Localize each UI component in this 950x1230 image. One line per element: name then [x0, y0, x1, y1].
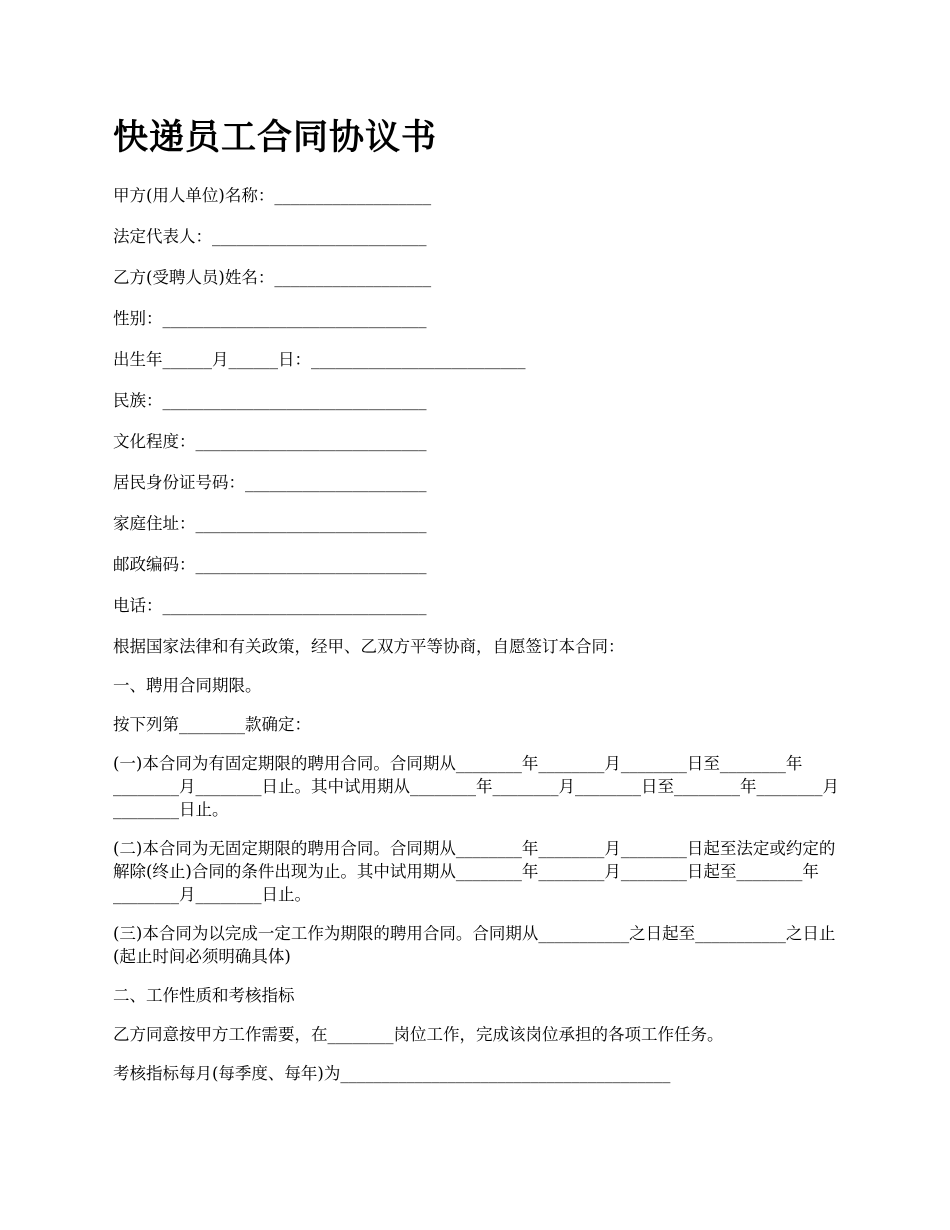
field-legal-representative [113, 225, 843, 249]
fill-blank[interactable]: __________________________ [311, 350, 526, 369]
field-label: 电话： [113, 596, 163, 615]
field-label: 文化程度： [113, 432, 196, 451]
document-title: 快递员工合同协议书 [113, 118, 438, 158]
section-heading-work: 二、工作性质和考核指标 [113, 986, 295, 1005]
field-ethnicity [113, 389, 843, 413]
field-label: 出生年______月______日： [113, 350, 311, 369]
document-page [113, 112, 843, 1101]
field-employer-name [113, 184, 843, 208]
field-gender [113, 307, 843, 331]
contract-body [113, 635, 843, 1085]
position-paragraph: 乙方同意按甲方工作需要，在________岗位工作，完成该岗位承担的各项工作任务。 [113, 1025, 724, 1044]
fill-blank[interactable]: ___________________ [274, 186, 432, 205]
field-label: 邮政编码： [113, 555, 196, 574]
preamble-paragraph: 根据国家法律和有关政策，经甲、乙双方平等协商，自愿签订本合同： [113, 637, 625, 656]
fill-blank[interactable]: ________________________________ [162, 596, 427, 615]
field-label: 甲方(用人单位)名称： [113, 186, 275, 205]
field-id-number [113, 471, 843, 495]
personal-info-section [113, 184, 843, 618]
field-home-address [113, 512, 843, 536]
fill-blank[interactable]: __________________________ [212, 227, 427, 246]
section-heading-term: 一、聘用合同期限。 [113, 676, 262, 695]
fill-blank[interactable]: ____________________________ [195, 432, 427, 451]
fill-blank[interactable]: ___________________ [274, 268, 432, 287]
field-label: 乙方(受聘人员)姓名： [113, 268, 275, 287]
field-label: 居民身份证号码： [113, 473, 245, 492]
field-birth-date [113, 348, 843, 372]
task-term-paragraph: (三)本合同为以完成一定工作为期限的聘用合同。合同期从___________之日起至___________之日止(起止时间必须明确具体) [113, 924, 836, 966]
fill-blank[interactable]: ____________________________ [195, 555, 427, 574]
term-selection-paragraph: 按下列第________款确定： [113, 715, 311, 734]
open-term-paragraph: (二)本合同为无固定期限的聘用合同。合同期从________年________月________日起至法定或约定的解除(终止)合同的条件出现为止。其中试用期从________年________月________日起至________年________月________日止。 [113, 839, 836, 904]
fill-blank[interactable]: ______________________ [245, 473, 427, 492]
assessment-paragraph: 考核指标每月(每季度、每年)为________________________________________ [113, 1064, 671, 1083]
field-label: 家庭住址： [113, 514, 196, 533]
field-phone [113, 594, 843, 618]
field-employee-name [113, 266, 843, 290]
field-label: 法定代表人： [113, 227, 212, 246]
field-education [113, 430, 843, 454]
fill-blank[interactable]: ________________________________ [162, 391, 427, 410]
fill-blank[interactable]: ________________________________ [162, 309, 427, 328]
field-label: 民族： [113, 391, 163, 410]
field-postal-code [113, 553, 843, 577]
fixed-term-paragraph: (一)本合同为有固定期限的聘用合同。合同期从________年________月________日至________年________月________日止。其中试用期从________年________月________日至________年________月________日止。 [113, 754, 839, 819]
field-label: 性别： [113, 309, 163, 328]
fill-blank[interactable]: ____________________________ [195, 514, 427, 533]
